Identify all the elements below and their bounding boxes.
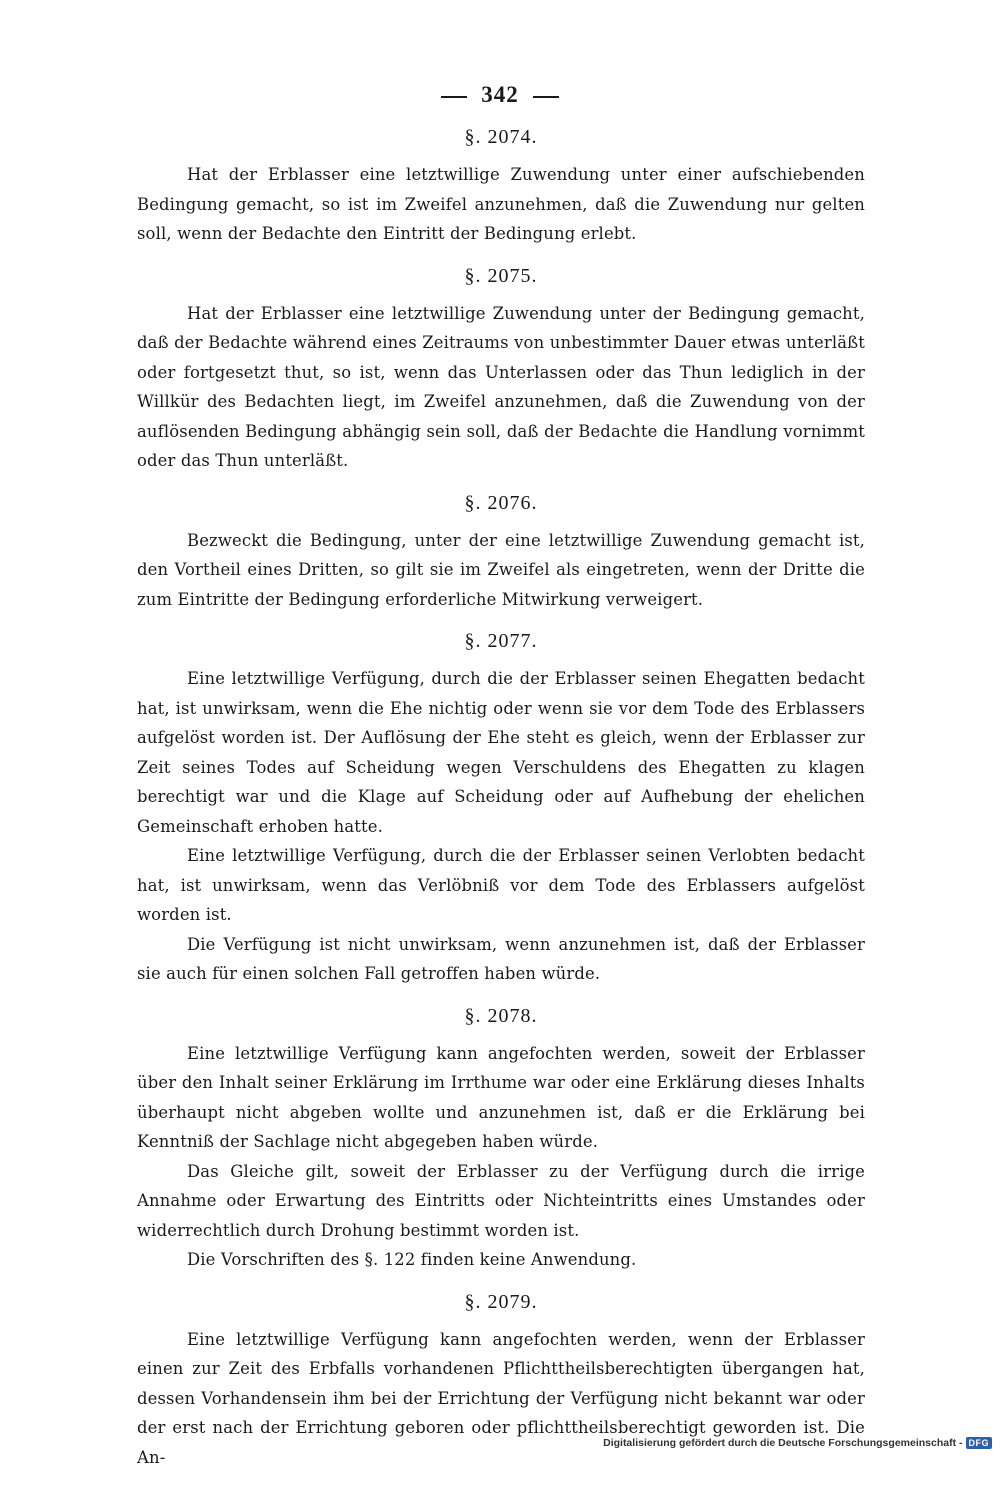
section-2078 [137,1003,865,1275]
section-title: §. 2078. [464,1004,538,1027]
section-title: §. 2075. [464,264,538,287]
paragraph: Eine letztwillige Verfügung kann angefochten werden, wenn der Erblasser einen zur Zeit des Erbfalls vorhandenen Pflichttheilsberechtigten übergangen hat, dessen Vorhandensein ihm bei der Errichtung der Verfügung nicht bekannt war oder der erst nach der Errichtung geboren oder pflichttheilsberechtigt geworden ist. Die An- [137,1329,865,1467]
paragraph: Eine letztwillige Verfügung, durch die der Erblasser seinen Ehegatten bedacht hat, ist unwirksam, wenn die Ehe nichtig oder wenn sie vor dem Tode des Erblassers aufgelöst worden ist. Der Auflösung der Ehe steht es gleich, wenn der Erblasser zur Zeit seines Todes auf Scheidung wegen Verschuldens des Ehegatten zu klagen berechtigt war und die Klage auf Scheidung oder auf Aufhebung der ehelichen Gemeinschaft erhoben hatte. [137,669,865,836]
paragraph: Eine letztwillige Verfügung kann angefochten werden, soweit der Erblasser über den Inhalt seiner Erklärung im Irrthume war oder eine Erklärung dieses Inhalts überhaupt nicht abgeben wollte und anzunehmen ist, daß er die Erklärung bei Kenntniß der Sachlage nicht abgegeben haben würde. [137,1043,865,1151]
section-title: §. 2079. [464,1290,538,1313]
header-dash-left [441,96,467,98]
page-header [0,82,1000,108]
paragraph: Hat der Erblasser eine letztwillige Zuwendung unter der Bedingung gemacht, daß der Bedachte während eines Zeitraums von unbestimmter Dauer etwas unterläßt oder fortgesetzt thut, so ist, wenn das Unterlassen oder das Thun lediglich in der Willkür des Bedachten liegt, im Zweifel anzunehmen, daß die Zuwendung von der auflösenden Bedingung abhängig sein soll, daß der Bedachte die Handlung vornimmt oder das Thun unterläßt. [137,303,865,470]
paragraph: Die Vorschriften des §. 122 finden keine Anwendung. [187,1250,637,1269]
section-2077 [137,628,865,989]
paragraph: Eine letztwillige Verfügung, durch die der Erblasser seinen Verlobten bedacht hat, ist unwirksam, wenn das Verlöbniß vor dem Tode des Erblassers aufgelöst worden ist. [137,846,865,924]
section-2075 [137,263,865,476]
credit-text: Digitalisierung gefördert durch die Deutsche Forschungsgemeinschaft - [603,1437,963,1449]
dfg-logo: DFG [966,1437,993,1449]
document-body [137,124,865,1486]
paragraph: Die Verfügung ist nicht unwirksam, wenn anzunehmen ist, daß der Erblasser sie auch für einen solchen Fall getroffen haben würde. [137,934,865,983]
paragraph: Hat der Erblasser eine letztwillige Zuwendung unter einer aufschiebenden Bedingung gemacht, so ist im Zweifel anzunehmen, daß die Zuwendung nur gelten soll, wenn der Bedachte den Eintritt der Bedingung erlebt. [137,165,865,243]
paragraph: Das Gleiche gilt, soweit der Erblasser zu der Verfügung durch die irrige Annahme oder Erwartung des Eintritts oder Nichteintritts eines Umstandes oder widerrechtlich durch Drohung bestimmt worden ist. [137,1161,865,1240]
section-title: §. 2076. [464,491,538,514]
paragraph: Bezweckt die Bedingung, unter der eine letztwillige Zuwendung gemacht ist, den Vortheil eines Dritten, so gilt sie im Zweifel als eingetreten, wenn der Dritte die zum Eintritte der Bedingung erforderliche Mitwirkung verweigert. [137,530,865,609]
section-title: §. 2077. [464,630,538,652]
page-number: 342 [481,82,519,107]
section-2074 [137,124,865,249]
digitization-credit [603,1437,992,1449]
section-title: §. 2074. [464,126,538,148]
section-2076 [137,490,865,615]
header-dash-right [533,96,559,98]
